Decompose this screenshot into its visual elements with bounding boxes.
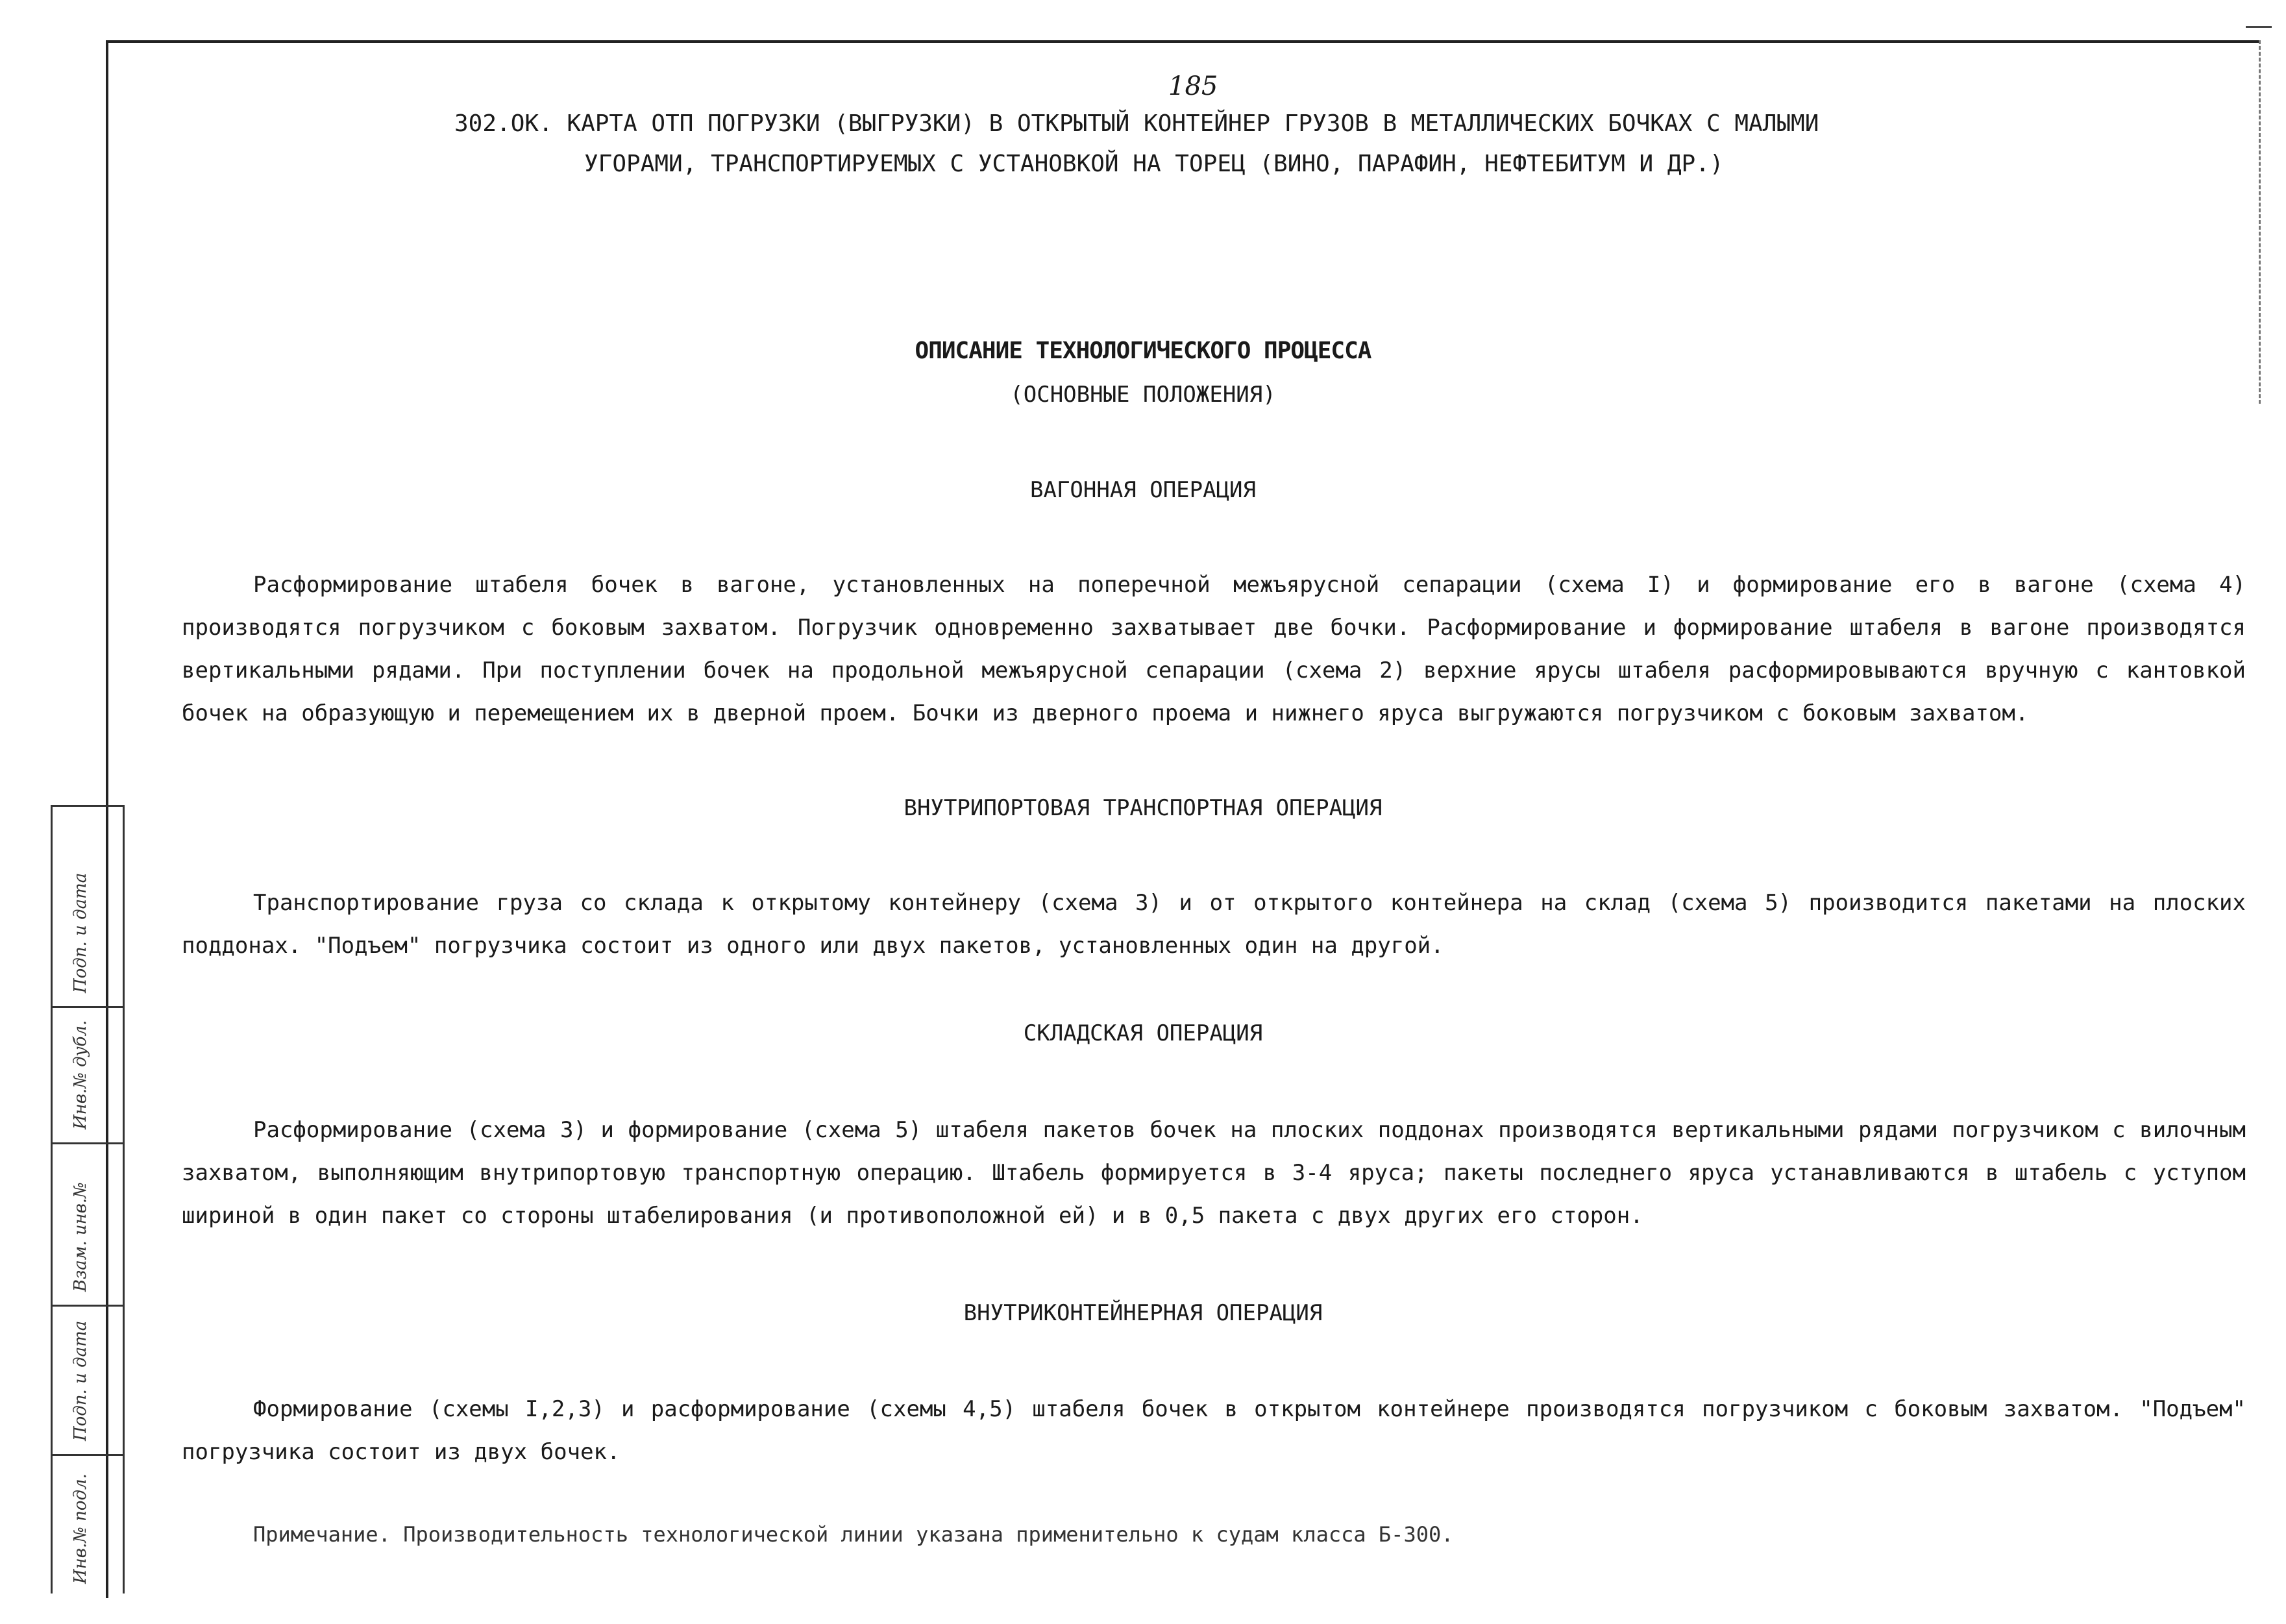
main-subheading: (ОСНОВНЫЕ ПОЛОЖЕНИЯ) (1010, 382, 1276, 408)
stamp-cell-5: Инв.№ подл. (71, 1473, 90, 1584)
approval-stamp (51, 805, 125, 1593)
section-text-transport: Транспортирование груза со склада к открытому контейнеру (схема 3) и от открытого контейнера на склад (схема 5) производится пакетами на плоских поддонах. "Подъем" погрузчика состоит из одного или двух пакетов, установленных один на другой. (182, 890, 2246, 959)
page-frame-top (106, 40, 2261, 43)
corner-mark (2246, 26, 2272, 28)
section-heading-container: ВНУТРИКОНТЕЙНЕРНАЯ ОПЕРАЦИЯ (963, 1300, 1323, 1326)
stamp-cell-3: Взам. инв.№ (71, 1182, 90, 1292)
stamp-cell-1: Подп. и дата (71, 872, 90, 993)
footnote: Примечание. Производительность технологической линии указана применительно к судам класса Б-300. (253, 1522, 1454, 1547)
stamp-cell-2: Инв.№ дубл. (71, 1020, 90, 1129)
title-line-1: 302.ОК. КАРТА ОТП ПОГРУЗКИ (ВЫГРУЗКИ) В ОТКРЫТЫЙ КОНТЕЙНЕР ГРУЗОВ В МЕТАЛЛИЧЕСКИХ БОЧКАХ С МАЛЫМИ (454, 110, 1819, 137)
section-text-wagon: Расформирование штабеля бочек в вагоне, установленных на поперечной межъярусной сепарации (схема I) и формирование его в вагоне (схема 4) производятся погрузчиком с боковым захватом. Погрузчик одновременно захватывает две бочки. Расформирование и формирование штабеля в вагоне производятся вертикальными рядами. При поступлении бочек на продольной межъярусной сепарации (схема 2) верхние ярусы штабеля расформировываются вручную с кантовкой бочек на образующую и перемещением их в дверной проем. Бочки из дверного проема и нижнего яруса выгружаются погрузчиком с боковым захватом. (182, 572, 2246, 726)
stamp-cell-4: Подп. и дата (71, 1320, 90, 1441)
main-heading: ОПИСАНИЕ ТЕХНОЛОГИЧЕСКОГО ПРОЦЕССА (915, 338, 1371, 364)
document-title (454, 104, 1947, 184)
section-text-warehouse: Расформирование (схема 3) и формирование (схема 5) штабеля пакетов бочек на плоских поддонах производятся вертикальными рядами погрузчиком с вилочным захватом, выполняющим внутрипортовую транспортную операцию. Штабель формируется в 3-4 яруса; пакеты последнего яруса устанавливаются в штабель с уступом шириной в один пакет со стороны штабелирования (и противоположной ей) и в 0,5 пакета с двух других его сторон. (182, 1117, 2246, 1229)
title-line-2: УГОРАМИ, ТРАНСПОРТИРУЕМЫХ С УСТАНОВКОЙ НА ТОРЕЦ (ВИНО, ПАРАФИН, НЕФТЕБИТУМ И ДР.) (584, 151, 1724, 177)
section-heading-transport: ВНУТРИПОРТОВАЯ ТРАНСПОРТНАЯ ОПЕРАЦИЯ (903, 795, 1383, 821)
section-heading-warehouse: СКЛАДСКАЯ ОПЕРАЦИЯ (1023, 1020, 1263, 1046)
section-text-container: Формирование (схемы I,2,3) и расформирование (схемы 4,5) штабеля бочек в открытом контейнере производятся погрузчиком с боковым захватом. "Подъем" погрузчика состоит из двух бочек. (182, 1396, 2246, 1465)
page-number: 185 (1168, 71, 1218, 101)
section-heading-wagon: ВАГОННАЯ ОПЕРАЦИЯ (1030, 477, 1256, 503)
